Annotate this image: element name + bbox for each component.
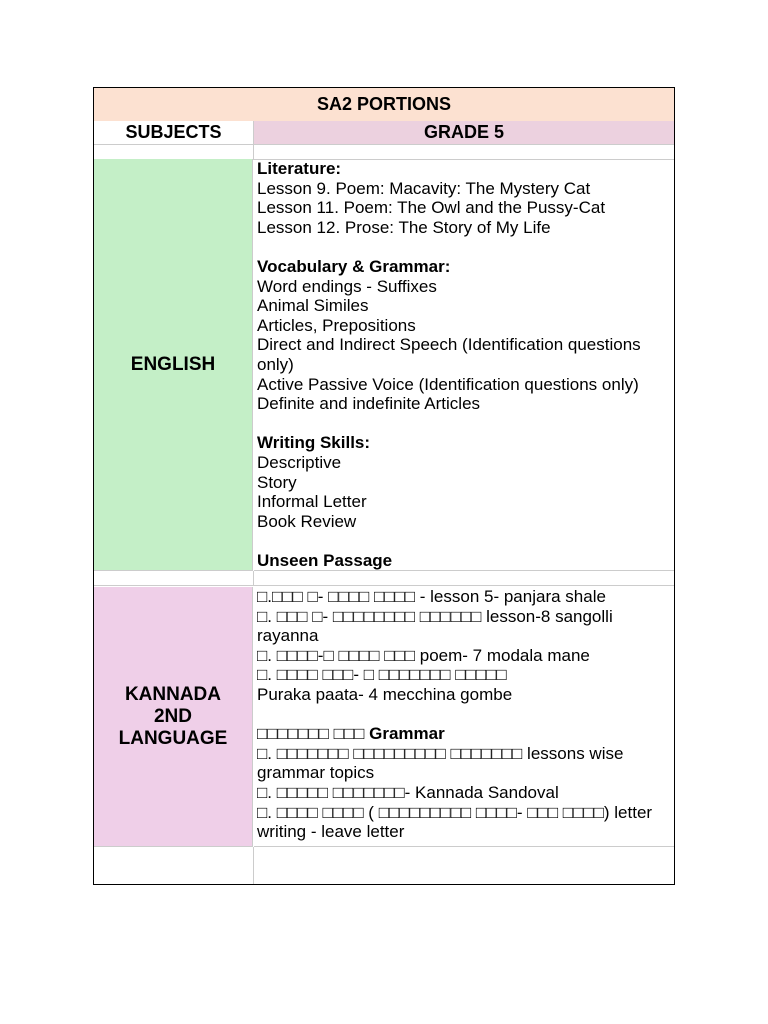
subject-english: ENGLISH	[94, 159, 253, 571]
spacer-cell	[254, 145, 674, 160]
kannada-line: □.□□□ □- □□□□ □□□□ - lesson 5- panjara shale	[257, 587, 606, 606]
english-line: Unseen Passage	[257, 550, 393, 570]
english-portions	[254, 159, 674, 571]
english-line: Lesson 11. Poem: The Owl and the Pussy-Cat	[257, 198, 606, 218]
english-line: Descriptive	[257, 452, 342, 472]
english-line	[257, 414, 671, 434]
subject-kannada-line3: LANGUAGE	[118, 727, 228, 749]
kannada-line: □. □□□□□□□ □□□□□□□□□ □□□□□□□ lessons wise grammar topics	[257, 743, 624, 783]
english-line: Literature:	[257, 159, 342, 178]
subject-kannada-line2: 2ND	[153, 705, 192, 727]
kannada-line: □. □□□□ □□□- □ □□□□□□□ □□□□□	[257, 665, 507, 685]
spacer-cell	[94, 145, 254, 160]
english-line: Lesson 12. Prose: The Story of My Life	[257, 217, 551, 237]
kannada-line: Puraka paata- 4 mecchina gombe	[257, 684, 513, 704]
english-line: Story	[257, 472, 297, 492]
kannada-line: □. □□□ □- □□□□□□□□ □□□□□□ lesson-8 sangolli rayanna	[257, 606, 613, 646]
spacer-cell	[254, 571, 674, 586]
kannada-line: □. □□□□-□ □□□□ □□□ poem- 7 modala mane	[257, 645, 590, 665]
kannada-portions	[254, 587, 674, 847]
table-title: SA2 PORTIONS	[94, 88, 674, 122]
english-line	[257, 237, 671, 257]
english-line: Lesson 9. Poem: Macavity: The Mystery Cat	[257, 178, 591, 198]
english-line: Word endings - Suffixes	[257, 276, 437, 296]
kannada-line: □. □□□□ □□□□ ( □□□□□□□□□ □□□□- □□□ □□□□) letter writing - leave letter	[257, 802, 653, 842]
subject-kannada-line1: KANNADA	[124, 683, 222, 705]
subjects-header: SUBJECTS	[94, 121, 254, 145]
english-line: Animal Similes	[257, 296, 369, 316]
english-line: Articles, Prepositions	[257, 315, 416, 335]
spacer-cell	[94, 571, 254, 586]
english-line: Writing Skills:	[257, 433, 371, 453]
kannada-line: □□□□□□□ □□□ Grammar	[257, 724, 445, 744]
english-line: Book Review	[257, 511, 357, 531]
english-line: Active Passive Voice (Identification questions only)	[257, 374, 639, 394]
english-line: Informal Letter	[257, 492, 367, 512]
subject-kannada	[94, 587, 253, 847]
english-line: Vocabulary & Grammar:	[257, 256, 451, 276]
grade-header: GRADE 5	[254, 121, 674, 145]
kannada-line: □. □□□□□ □□□□□□□- Kannada Sandoval	[257, 782, 559, 802]
empty-cell	[94, 847, 254, 884]
portions-table	[93, 87, 675, 885]
kannada-line	[257, 705, 671, 725]
english-line	[257, 531, 671, 551]
english-line: Definite and indefinite Articles	[257, 394, 481, 414]
english-line: Direct and Indirect Speech (Identification questions only)	[257, 335, 641, 374]
